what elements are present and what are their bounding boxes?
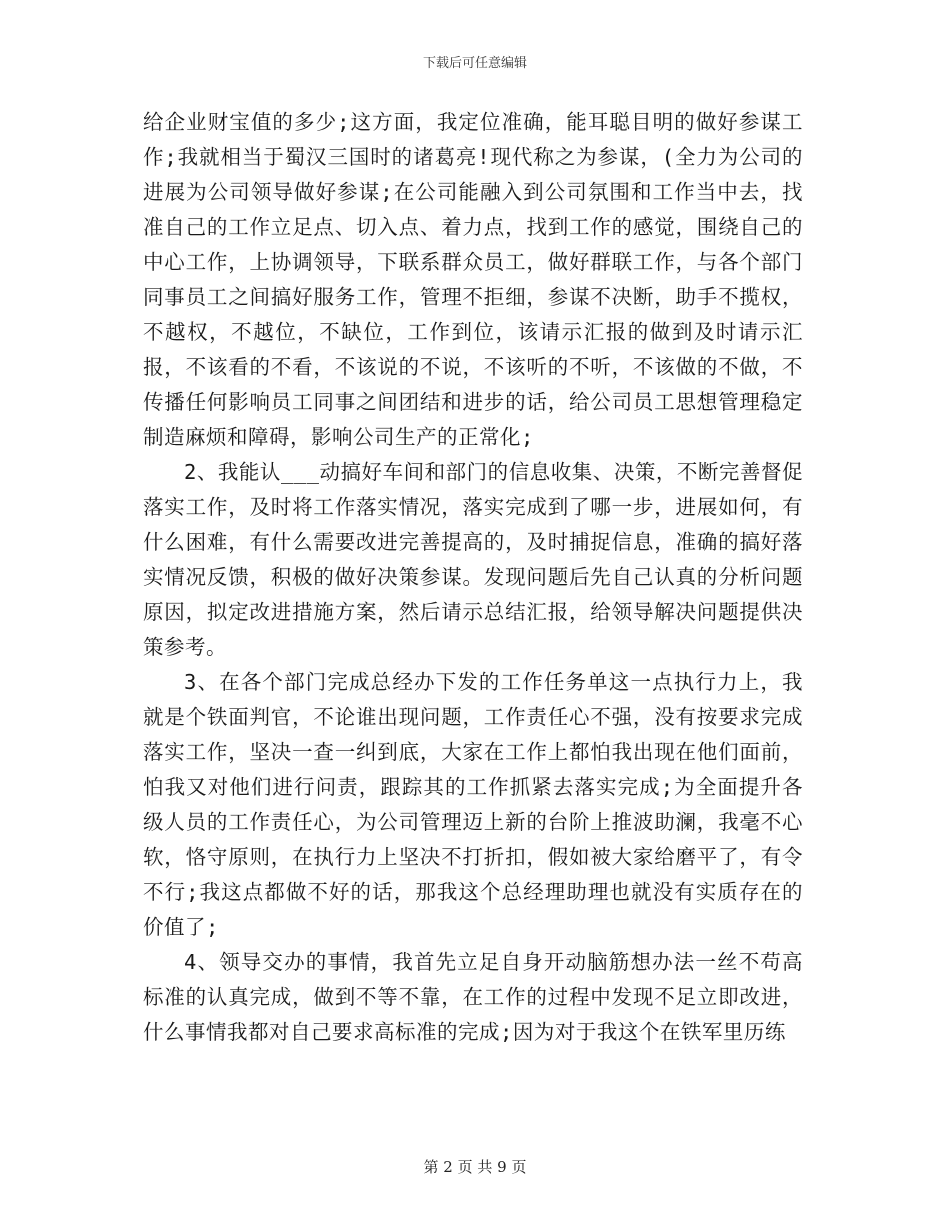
paragraph-2: 2、我能认___动搞好车间和部门的信息收集、决策，不断完善督促落实工作，及时将工作落实情况，落实完成到了哪一步，进展如何，有什么困难，有什么需要改进完善提高的，及时捕捉信息，准确的搞好落实情况反馈，积极的做好决策参谋。发现问题后先自己认真的分析问题原因，拟定改进措施方案，然后请示总结汇报，给领导解决问题提供决策参考。	[143, 460, 803, 659]
page-number: 第 2 页 共 9 页	[423, 1158, 527, 1176]
paragraph-1: 给企业财宝值的多少;这方面，我定位准确，能耳聪目明的做好参谋工作;我就相当于蜀汉三国时的诸葛亮!现代称之为参谋，(全力为公司的进展为公司领导做好参谋;在公司能融入到公司氛围和工作当中去，找准自己的工作立足点、切入点、着力点，找到工作的感觉，围绕自己的中心工作，上协调领导，下联系群众员工，做好群联工作，与各个部门同事员工之间搞好服务工作，管理不拒细，参谋不决断，助手不揽权，不越权，不越位，不缺位，工作到位，该请示汇报的做到及时请示汇报，不该看的不看，不该说的不说，不该听的不听，不该做的不做，不传播任何影响员工同事之间团结和进步的话，给公司员工思想管理稳定制造麻烦和障碍，影响公司生产的正常化;	[143, 110, 803, 449]
document-body	[143, 105, 803, 1050]
paragraph-4: 4、领导交办的事情，我首先立足自身开动脑筋想办法一丝不苟高标准的认真完成，做到不等不靠，在工作的过程中发现不足立即改进，什么事情我都对自己要求高标准的完成;因为对于我这个在铁军里历练	[143, 950, 803, 1044]
page-header: 下载后可任意编辑	[422, 56, 527, 71]
paragraph-3: 3、在各个部门完成总经办下发的工作任务单这一点执行力上，我就是个铁面判官，不论谁出现问题，工作责任心不强，没有按要求完成落实工作，坚决一查一纠到底，大家在工作上都怕我出现在他们面前，怕我又对他们进行问责，跟踪其的工作抓紧去落实完成;为全面提升各级人员的工作责任心，为公司管理迈上新的台阶上推波助澜，我毫不心软，恪守原则，在执行力上坚决不打折扣，假如被大家给磨平了，有令不行;我这点都做不好的话，那我这个总经理助理也就没有实质存在的价值了;	[143, 670, 803, 939]
